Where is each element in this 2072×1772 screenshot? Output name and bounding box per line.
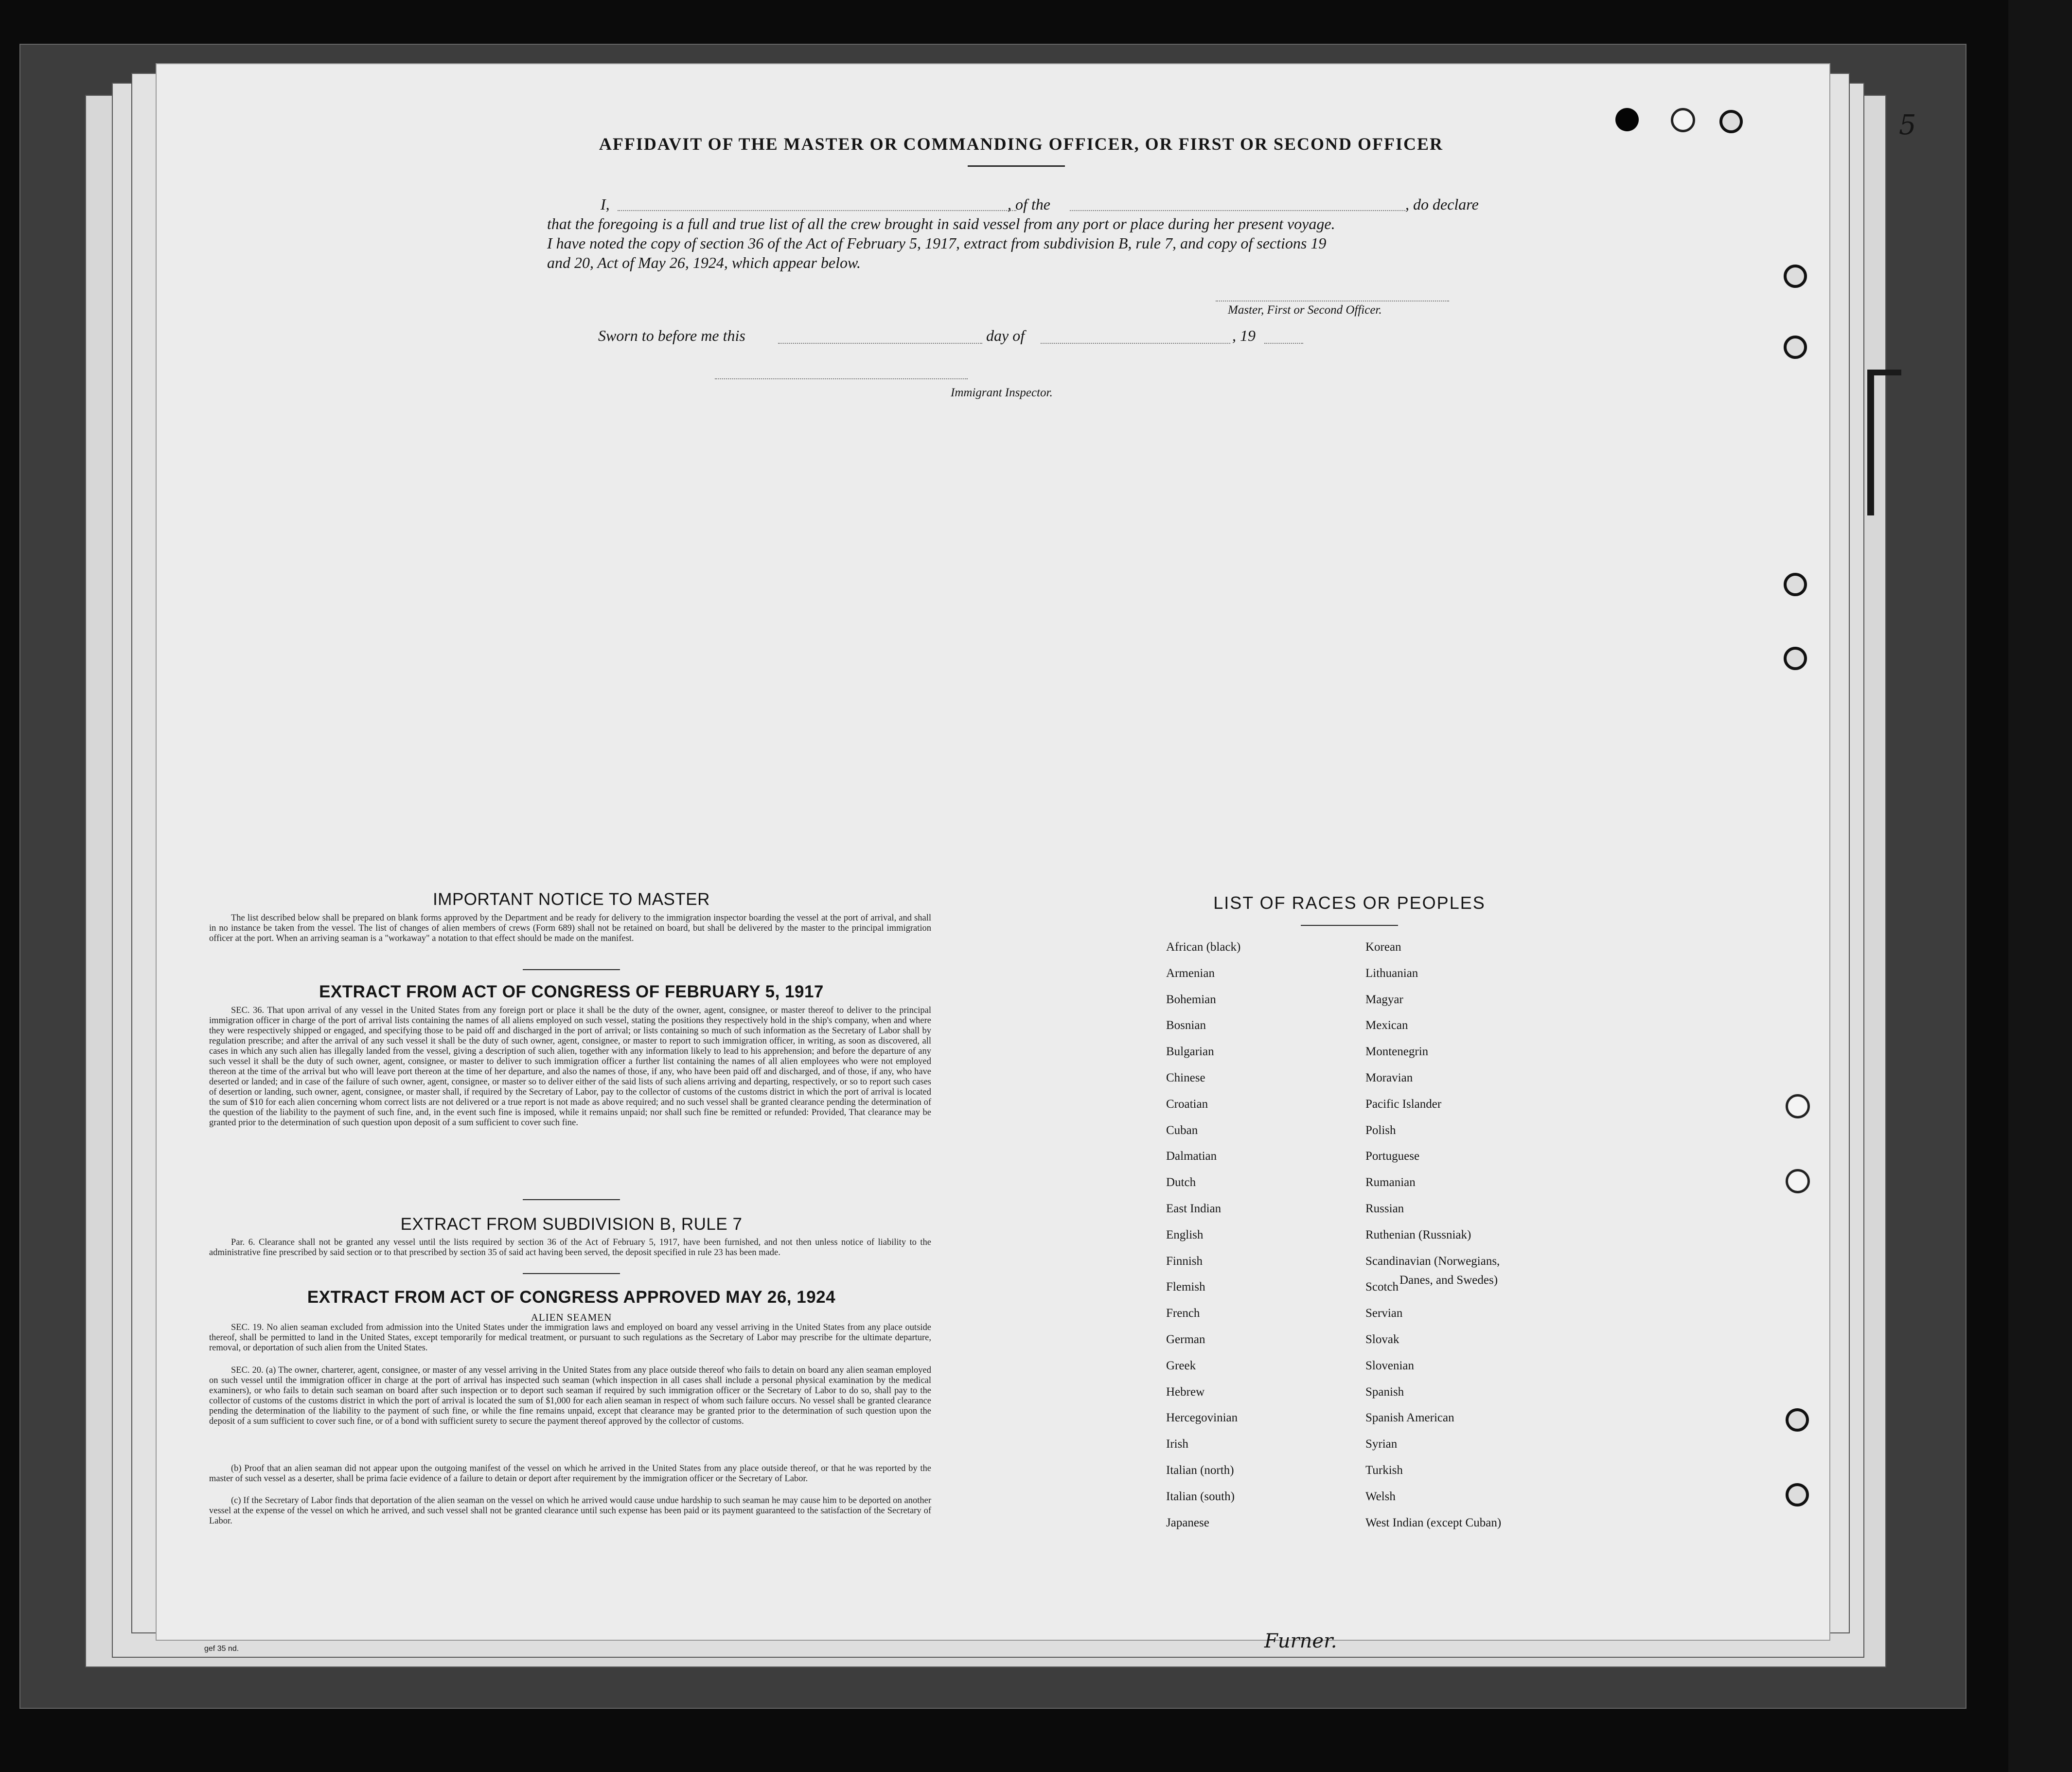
races-title: LIST OF RACES OR PEOPLES [1213, 893, 1486, 913]
race-item: Montenegrin [1365, 1045, 1429, 1059]
sworn-day-field[interactable] [778, 343, 982, 344]
title-rule [968, 165, 1065, 167]
punch-hole-icon [1615, 108, 1639, 131]
race-item: Croatian [1166, 1097, 1208, 1111]
race-item: Korean [1365, 940, 1401, 954]
extract-1924-heading: EXTRACT FROM ACT OF CONGRESS APPROVED MAY 26, 1924 [307, 1288, 836, 1307]
section-rule [523, 969, 620, 970]
handwritten-number: 5 [1899, 109, 1916, 141]
race-item: Cuban [1166, 1123, 1198, 1137]
race-item: Bohemian [1166, 992, 1216, 1006]
race-item: African (black) [1166, 940, 1241, 954]
binder-clip [1867, 370, 1874, 515]
inspector-signature-label: Immigrant Inspector. [951, 386, 1053, 399]
race-item: Italian (north) [1166, 1464, 1234, 1477]
affidavit-line-2: that the foregoing is a full and true list of all the crew brought in said vessel from any port or place during her present voyage. [547, 215, 1335, 232]
section-rule [523, 1273, 620, 1274]
rule7-heading: EXTRACT FROM SUBDIVISION B, RULE 7 [400, 1215, 743, 1234]
race-item: Spanish American [1365, 1411, 1454, 1425]
year-label: , 19 [1232, 327, 1256, 344]
footer-code: gef 35 nd. [204, 1645, 239, 1653]
punch-hole-icon [1719, 110, 1743, 133]
name-field[interactable] [618, 210, 1016, 211]
sec19-body: SEC. 19. No alien seaman excluded from admission into the United States under the immigration laws and employed on board any vessel arriving in the United States from any place outside thereof, shall be permitted to land in the United States, except temporarily for medical treatment, or pursuant to such regulations as the Secretary of Labor may prescribe for the ultimate departure, removal, or deportation of such alien from the United States. [209, 1323, 931, 1353]
section-rule [523, 1199, 620, 1200]
race-item: Spanish [1365, 1385, 1404, 1399]
race-item: Russian [1365, 1202, 1404, 1215]
punch-hole-icon [1784, 573, 1807, 596]
race-item: Chinese [1166, 1071, 1205, 1084]
master-signature-label: Master, First or Second Officer. [1228, 303, 1382, 317]
i-label: I, [601, 195, 610, 213]
inspector-signature-line[interactable] [715, 378, 968, 379]
race-item: Servian [1365, 1307, 1403, 1320]
race-item: Hebrew [1166, 1385, 1205, 1399]
race-item: West Indian (except Cuban) [1365, 1516, 1502, 1529]
race-item: Slovenian [1365, 1359, 1414, 1372]
sec20b-body: (b) Proof that an alien seaman did not appear upon the outgoing manifest of the vessel on which he arrived in the United States from any place outside thereof, or that he was reported by the master of such vessel as a deserter, shall be prima facie evidence of a failure to detain or deport after requirement by the immigration officer or the Secretary of Labor. [209, 1464, 931, 1484]
race-item-scandinavian-cont: Danes, and Swedes) [1399, 1274, 1498, 1287]
do-declare-label: , do declare [1405, 195, 1479, 213]
race-item: Rumanian [1365, 1176, 1416, 1189]
race-item: Flemish [1166, 1280, 1205, 1294]
race-item: Portuguese [1365, 1150, 1420, 1163]
sec20a-body: SEC. 20. (a) The owner, charterer, agent, consignee, or master of any vessel arriving in the United States from any place outside thereof who fails to detain on board any alien seaman employed on such vessel until the immigration officer in charge at the port of arrival has inspected such seaman (which inspection in all cases shall include a personal physical examination by the medical examiners), or who fails to detain such seaman on board after such inspection or to deport such seaman if required by such immigration officer or the Secretary of Labor to do so, shall pay to the collector of customs of the customs district in which the port of arrival is located the sum of $1,000 for each alien seaman in respect of whom such failure occurs. No vessel shall be granted clearance pending the determination of the liability to the payment of such fine, or while the fine remains unpaid, except that clearance may be granted prior to the determination of such question upon the deposit of a sum sufficient to cover such fine, or of a bond with sufficient surety to secure the payment thereof approved by the collector of customs. [209, 1365, 931, 1426]
rule7-body: Par. 6. Clearance shall not be granted any vessel until the lists required by section 36 of the Act of February 5, 1917, have been furnished, and not then unless notice of liability to the administrative fine prescribed by said section or to that prescribed by section 35 of said act having been served, the deposit specified in rule 23 has been made. [209, 1238, 931, 1258]
race-item: Bulgarian [1166, 1045, 1214, 1059]
sworn-label: Sworn to before me this [598, 327, 745, 344]
race-item: Japanese [1166, 1516, 1209, 1529]
sec20c-body: (c) If the Secretary of Labor finds that deportation of the alien seaman on the vessel on which he arrived would cause undue hardship to such seaman he may cause him to be deported on another vessel at the expense of the vessel on which he arrived, and such vessel shall not be granted clearance until such expense has been paid or its payment guaranteed to the satisfaction of the Secretary of Labor. [209, 1496, 931, 1526]
race-item: Welsh [1365, 1489, 1396, 1503]
notice-body: The list described below shall be prepared on blank forms approved by the Department and be ready for delivery to the immigration inspector boarding the vessel at the port of arrival, and shall in no instance be taken from the vessel. The list of changes of alien members of crews (Form 689) shall not be retained on board, but shall be delivered by the master to the principal immigration officer at the port. When an arriving seaman is a "workaway" a notation to that effect should be made on the manifest. [209, 913, 931, 943]
race-item: Lithuanian [1365, 966, 1418, 980]
race-item: Polish [1365, 1123, 1396, 1137]
punch-hole-icon [1786, 1483, 1809, 1506]
extract-1917-body: SEC. 36. That upon arrival of any vessel in the United States from any foreign port or place it shall be the duty of the owner, agent, consignee, or master thereof to deliver to the principal immigration officer in charge of the port of arrival lists containing the names of all aliens employed on such vessel, stating the positions they respectively hold in the ship's company, when and where they were respectively shipped or engaged, and specifying those to be paid off and discharged in the port of arrival; or lists containing so much of such information as the Secretary of Labor shall by regulation prescribe; and after the arrival of any such vessel it shall be the duty of such owner, agent, consignee, or master to report to such immigration officer, in writing, as soon as discovered, all cases in which any such alien has illegally landed from the vessel, giving a description of such alien, together with any information likely to lead to his apprehension; and before the departure of any such vessel it shall be the duty of such owner, agent, consignee, or master to deliver to such immigration officer a further list containing the names of all alien employees who were not employed thereon at the time of the arrival but who will leave port thereon at the time of her departure, and also the names of those, if any, who have been paid off and discharged, and of those, if any, who have deserted or landed; and in case of the failure of such owner, agent, consignee, or master so to deliver either of the said lists of such aliens arriving and departing, respectively, or so to report such cases of desertion or landing, such owner, agent, consignee, or master shall, if required by the Secretary of Labor, pay to the collector of customs of the customs district in which the port of arrival is located the sum of $10 for each alien concerning whom correct lists are not delivered or a true report is not made as above required; and no such vessel shall be granted clearance pending the determination of the question of the liability to the payment of such fine, and, in the event such fine is imposed, while it remains unpaid; nor shall such fine be remitted or refunded: Provided, That clearance may be granted prior to the determination of such question upon deposit of a sum sufficient to cover such fine. [209, 1006, 931, 1128]
affidavit-line-4: and 20, Act of May 26, 1924, which appear below. [547, 254, 861, 271]
race-item: Pacific Islander [1365, 1097, 1442, 1111]
race-item: Dalmatian [1166, 1150, 1217, 1163]
race-item: Armenian [1166, 966, 1215, 980]
race-item: Turkish [1365, 1464, 1403, 1477]
sworn-year-field[interactable] [1264, 343, 1303, 344]
race-item: Mexican [1365, 1019, 1408, 1032]
notice-heading: IMPORTANT NOTICE TO MASTER [433, 890, 710, 909]
race-item: Italian (south) [1166, 1489, 1235, 1503]
race-item: Syrian [1365, 1437, 1398, 1451]
affidavit-title: AFFIDAVIT OF THE MASTER OR COMMANDING OFFICER, OR FIRST OR SECOND OFFICER [599, 134, 1444, 154]
punch-hole-icon [1671, 108, 1695, 132]
punch-hole-icon [1784, 336, 1807, 359]
punch-hole-icon [1786, 1094, 1810, 1118]
day-of-label: day of [986, 327, 1025, 344]
race-item: Scandinavian (Norwegians, [1365, 1254, 1500, 1268]
races-rule [1301, 925, 1398, 926]
extract-1917-heading: EXTRACT FROM ACT OF CONGRESS OF FEBRUARY 5, 1917 [319, 982, 824, 1001]
race-item: Irish [1166, 1437, 1188, 1451]
page-edge [2008, 0, 2072, 1772]
race-item: Finnish [1166, 1254, 1203, 1268]
race-item: German [1166, 1333, 1205, 1346]
punch-hole-icon [1784, 265, 1807, 288]
race-item: Bosnian [1166, 1019, 1206, 1032]
race-item: Scotch [1365, 1280, 1399, 1294]
punch-hole-icon [1784, 647, 1807, 670]
race-item: Magyar [1365, 992, 1403, 1006]
of-the-label: , of the [1008, 195, 1050, 213]
race-item: East Indian [1166, 1202, 1222, 1215]
vessel-field[interactable] [1070, 210, 1405, 211]
race-item: Greek [1166, 1359, 1196, 1372]
binder-clip [1867, 370, 1901, 375]
race-item: Moravian [1365, 1071, 1413, 1084]
sworn-month-field[interactable] [1041, 343, 1230, 344]
alien-seamen-subheading: ALIEN SEAMEN [531, 1311, 612, 1323]
race-item: Hercegovinian [1166, 1411, 1238, 1425]
race-item: French [1166, 1307, 1200, 1320]
race-item: Slovak [1365, 1333, 1399, 1346]
punch-hole-icon [1786, 1169, 1810, 1193]
race-item: Dutch [1166, 1176, 1196, 1189]
race-item: English [1166, 1228, 1204, 1241]
punch-hole-icon [1786, 1408, 1809, 1432]
race-item: Ruthenian (Russniak) [1365, 1228, 1471, 1241]
handwritten-note: Furner. [1264, 1630, 1337, 1652]
affidavit-line-3: I have noted the copy of section 36 of the Act of February 5, 1917, extract from subdivision B, rule 7, and copy of sections 19 [547, 234, 1327, 252]
